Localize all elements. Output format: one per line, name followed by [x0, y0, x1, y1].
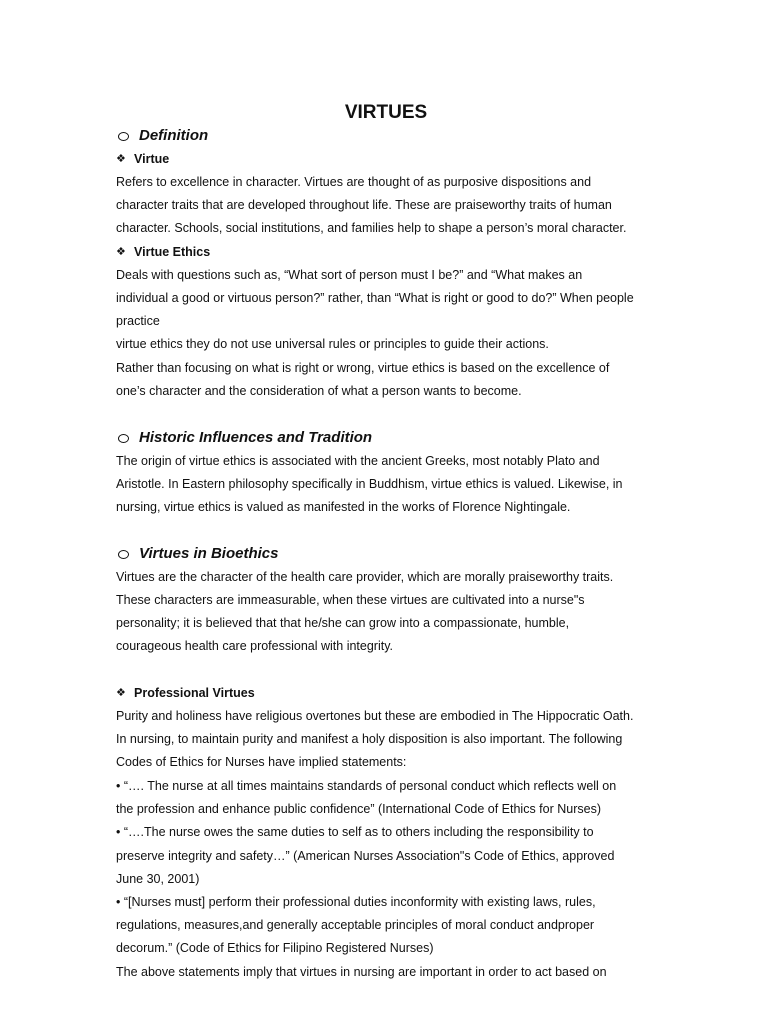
diamond-bullet-icon: ❖: [116, 246, 126, 258]
paragraph-line: nursing, virtue ethics is valued as manifested in the works of Florence Nightingale.: [116, 500, 571, 514]
circle-bullet-icon: [118, 132, 129, 141]
subheading-label: Virtue: [134, 152, 170, 166]
subheading-virtue: [116, 149, 169, 169]
circle-bullet-icon: [118, 434, 129, 443]
page-title: VIRTUES: [344, 102, 428, 123]
paragraph-line: the profession and enhance public confidence” (International Code of Ethics for Nurses): [116, 802, 602, 816]
paragraph-line: Refers to excellence in character. Virtues are thought of as purposive dispositions and: [116, 175, 592, 189]
section-heading-label: Virtues in Bioethics: [139, 545, 279, 562]
subheading-virtue-ethics: [116, 242, 210, 262]
paragraph-line: character. Schools, social institutions, and families help to shape a person’s moral character.: [116, 221, 627, 235]
paragraph-line: courageous health care professional with integrity.: [116, 639, 394, 653]
paragraph-line: character traits that are developed throughout life. These are praiseworthy traits of human: [116, 198, 612, 212]
paragraph-line: • “….The nurse owes the same duties to self as to others including the responsibility to: [116, 825, 594, 839]
paragraph-line: practice: [116, 314, 160, 328]
diamond-bullet-icon: ❖: [116, 687, 126, 699]
paragraph-line: preserve integrity and safety…” (American Nurses Association"s Code of Ethics, approved: [116, 849, 615, 863]
section-heading-label: Definition: [139, 127, 209, 144]
paragraph-line: one’s character and the consideration of what a person wants to become.: [116, 384, 522, 398]
paragraph-line: individual a good or virtuous person?” rather, than “What is right or good to do?” When people: [116, 291, 634, 305]
paragraph-line: Rather than focusing on what is right or wrong, virtue ethics is based on the excellence of: [116, 361, 610, 375]
paragraph-line: June 30, 2001): [116, 872, 200, 886]
paragraph-line: In nursing, to maintain purity and manifest a holy disposition is also important. The following: [116, 732, 623, 746]
paragraph-line: Virtues are the character of the health care provider, which are morally praiseworthy traits.: [116, 570, 614, 584]
paragraph-line: These characters are immeasurable, when these virtues are cultivated into a nurse"s: [116, 593, 585, 607]
paragraph-line: personality; it is believed that that he/she can grow into a compassionate, humble,: [116, 616, 570, 630]
subheading-label: Virtue Ethics: [134, 245, 211, 259]
subheading-professional-virtues: [116, 683, 255, 703]
paragraph-line: Deals with questions such as, “What sort of person must I be?” and “What makes an: [116, 268, 583, 282]
section-heading-bioethics: [118, 543, 278, 565]
circle-bullet-icon: [118, 550, 129, 559]
paragraph-line: • “[Nurses must] perform their professional duties inconformity with existing laws, rules,: [116, 895, 596, 909]
paragraph-line: virtue ethics they do not use universal rules or principles to guide their actions.: [116, 337, 549, 351]
section-heading-label: Historic Influences and Tradition: [139, 429, 373, 446]
paragraph-line: The above statements imply that virtues in nursing are important in order to act based on: [116, 965, 607, 979]
paragraph-line: The origin of virtue ethics is associated with the ancient Greeks, most notably Plato and: [116, 454, 600, 468]
diamond-bullet-icon: ❖: [116, 153, 126, 165]
section-heading-historic: [118, 427, 372, 449]
subheading-label: Professional Virtues: [134, 686, 255, 700]
paragraph-line: Purity and holiness have religious overtones but these are embodied in The Hippocratic Oath.: [116, 709, 634, 723]
paragraph-line: decorum.” (Code of Ethics for Filipino Registered Nurses): [116, 941, 434, 955]
paragraph-line: regulations, measures,and generally acceptable principles of moral conduct andproper: [116, 918, 595, 932]
paragraph-line: Aristotle. In Eastern philosophy specifically in Buddhism, virtue ethics is valued. Likewise, in: [116, 477, 623, 491]
paragraph-line: Codes of Ethics for Nurses have implied statements:: [116, 755, 407, 769]
paragraph-line: • “…. The nurse at all times maintains standards of personal conduct which reflects well on: [116, 779, 617, 793]
section-heading-definition: [118, 125, 208, 147]
